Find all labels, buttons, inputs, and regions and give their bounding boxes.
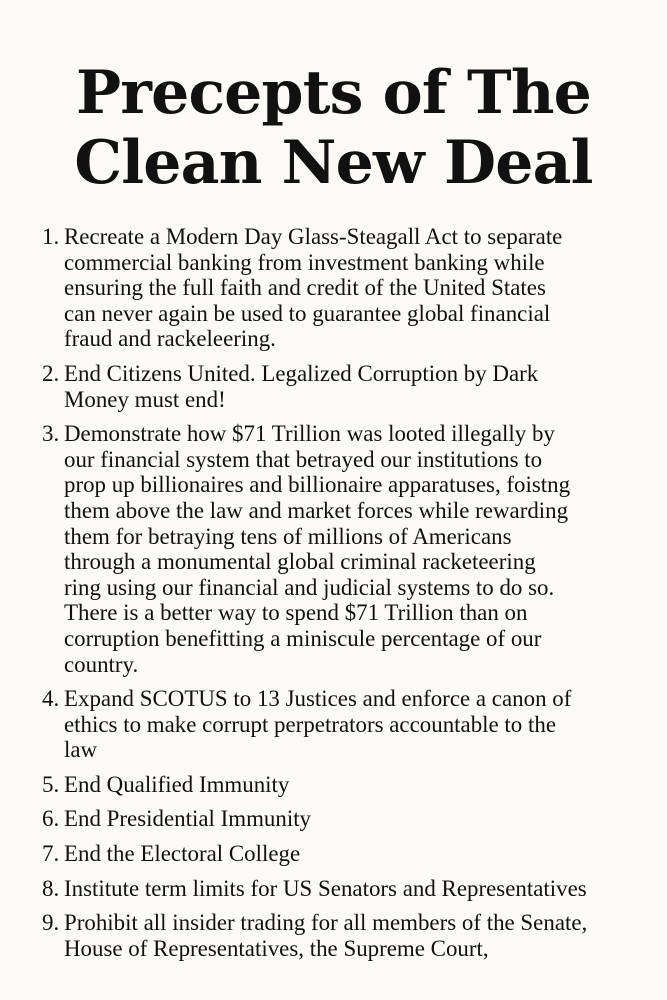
item-number: 4. xyxy=(42,686,60,712)
item-text-line: Money must end! xyxy=(64,386,226,412)
item-text-line: them above the law and market forces while rewarding xyxy=(64,497,569,523)
item-text-line: them for betraying tens of millions of Americans xyxy=(64,523,512,549)
item-text-line: End Citizens United. Legalized Corruption by Dark xyxy=(64,360,539,386)
item-text-line: through a monumental global criminal racketeering xyxy=(64,549,536,575)
list-item xyxy=(0,841,667,867)
item-text-line: End Qualified Immunity xyxy=(64,771,290,797)
page-title xyxy=(0,58,667,198)
item-text-line: ring using our financial and judicial systems to do so. xyxy=(64,574,555,600)
item-number: 3. xyxy=(42,421,60,447)
item-number: 9. xyxy=(42,910,60,936)
item-text-line: Prohibit all insider trading for all members of the Senate, xyxy=(64,910,588,936)
item-number: 5. xyxy=(42,771,60,797)
list-item xyxy=(0,421,667,677)
item-text-line: Institute term limits for US Senators and Representatives xyxy=(64,875,587,901)
item-text-line: prop up billionaires and billionaire apparatuses, foistng xyxy=(64,472,571,498)
item-text-line: ensuring the full faith and credit of the United States xyxy=(64,275,546,301)
item-text-line: commercial banking from investment banking while xyxy=(64,249,545,275)
item-text-line: Expand SCOTUS to 13 Justices and enforce a canon of xyxy=(64,686,572,712)
list-item xyxy=(0,224,667,352)
item-text-line: End the Electoral College xyxy=(64,841,301,867)
item-text-line: country. xyxy=(64,651,139,677)
item-text-line: our financial system that betrayed our institutions to xyxy=(64,446,543,472)
item-text-line: fraud and rackeleering. xyxy=(64,326,276,352)
item-number: 6. xyxy=(42,806,60,832)
item-text-line: There is a better way to spend $71 Trillion than on xyxy=(64,600,528,626)
item-text-line: can never again be used to guarantee global financial xyxy=(64,300,551,326)
list-item xyxy=(0,876,667,902)
title-line-1: Precepts of The xyxy=(75,58,592,128)
list-item xyxy=(0,806,667,832)
title-line-2: Clean New Deal xyxy=(74,128,593,198)
precepts-list xyxy=(0,224,667,970)
list-item xyxy=(0,686,667,763)
item-number: 2. xyxy=(42,360,60,386)
list-item xyxy=(0,772,667,798)
list-item xyxy=(0,910,667,961)
item-text-line: law xyxy=(64,737,98,763)
item-number: 8. xyxy=(42,875,60,901)
item-text-line: House of Representatives, the Supreme Court, xyxy=(64,935,489,961)
item-text-line: Demonstrate how $71 Trillion was looted illegally by xyxy=(64,421,555,447)
item-number: 1. xyxy=(42,224,60,249)
item-text-line: ethics to make corrupt perpetrators accountable to the xyxy=(64,711,557,737)
item-text-line: Recreate a Modern Day Glass-Steagall Act to separate xyxy=(64,224,563,249)
item-text-line: corruption benefitting a miniscule percentage of our xyxy=(64,625,542,651)
list-item xyxy=(0,361,667,412)
item-number: 7. xyxy=(42,841,60,867)
item-text-line: End Presidential Immunity xyxy=(64,806,312,832)
